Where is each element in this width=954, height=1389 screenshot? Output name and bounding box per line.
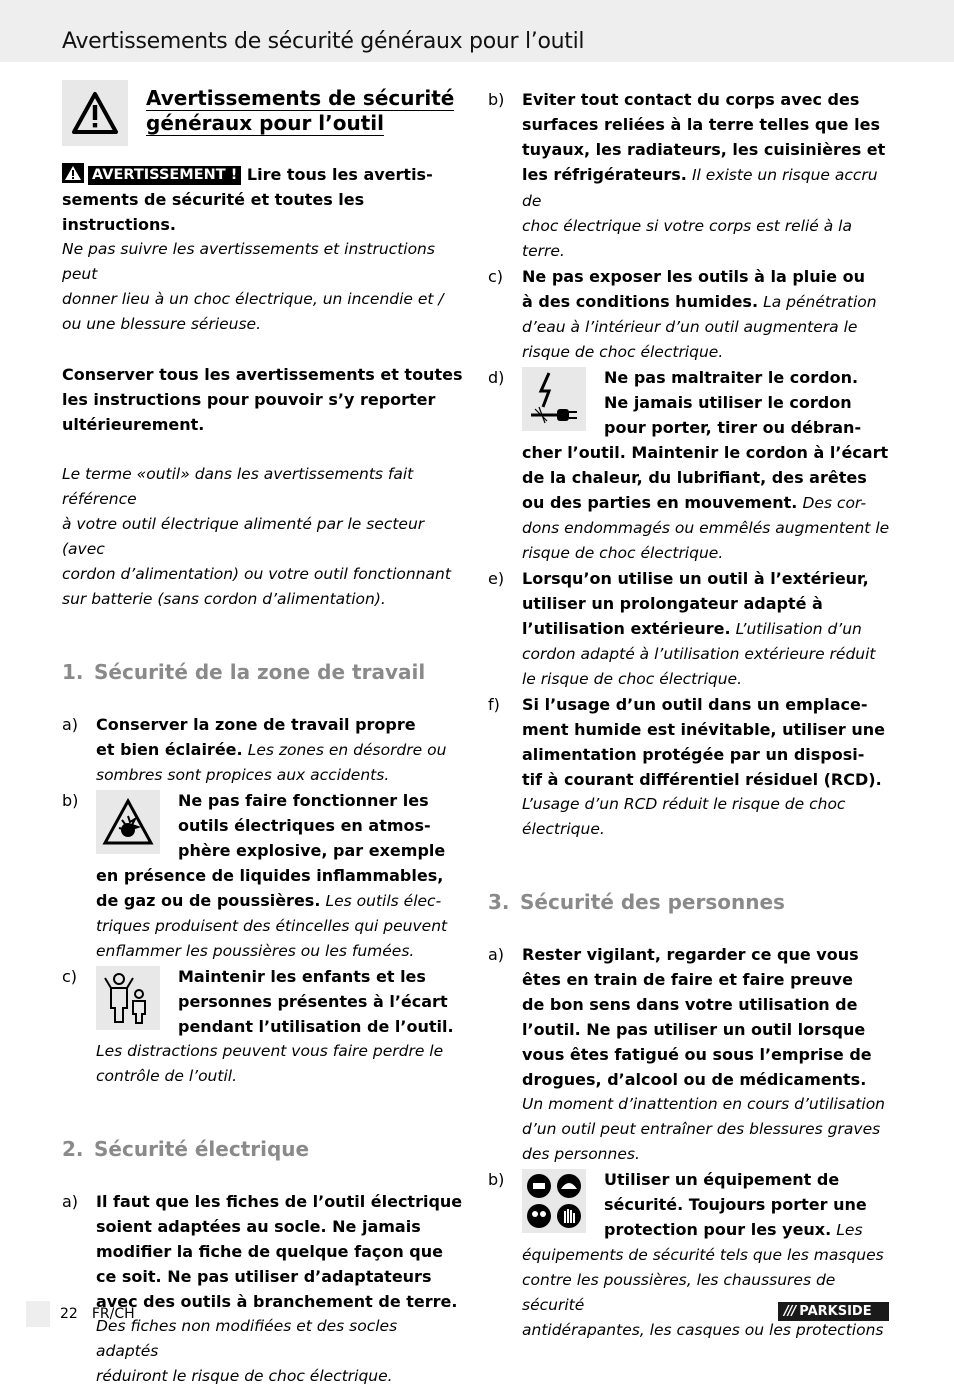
- footer-text: [60, 1306, 135, 1322]
- section-2-item-b: b) Eviter tout contact du corps avec des surfaces reliées à la terre telles que les tuyaux, les radiateurs, les cuisinières et les réfrigérateurs. Il existe un risque accru de choc électrique si votre corps est relié à la terre.: [488, 90, 886, 260]
- intro-heading: [62, 80, 464, 146]
- section-3-title: 3. Sécurité des personnes: [488, 890, 785, 914]
- term-definition-1: Le terme «outil» dans les avertissements fait référence: [62, 465, 414, 508]
- section-3-item-b: b) Utiliser un équipement de sécurité. Toujours porter une protection pour les yeux. Les équipements de sécurité tels que les masques contre les poussières, les chaussures de sécurité antidérapantes, les casques ou les protections: [488, 1170, 884, 1339]
- logo-text: PARKSIDE: [799, 1304, 872, 1319]
- keep-instructions-3: ultérieurement.: [62, 415, 205, 434]
- warning-paragraph: AVERTISSEMENT ! Lire tous les avertis- sements de sécurité et toutes les instructions.: [62, 165, 433, 234]
- parkside-logo: [778, 1302, 889, 1321]
- section-1-title: 1. Sécurité de la zone de travail: [62, 660, 426, 684]
- warning-italic-1: Ne pas suivre les avertissements et instructions peut: [62, 240, 435, 283]
- page-header-title: Avertissements de sécurité généraux pour l’outil: [62, 29, 585, 54]
- left-column: [62, 80, 464, 1389]
- page-number: 22: [60, 1306, 78, 1322]
- term-definition-2: à votre outil électrique alimenté par le secteur (avec: [62, 515, 425, 558]
- warning-small-icon: [62, 163, 84, 183]
- section-1-item-b: b) Ne pas faire fonctionner les outils électriques en atmos- phère explosive, par exemple en présence de liquides inflammables, de gaz ou de poussières. Les outils élec- triques produisent des étincelles qui peuvent enflammer les poussières ou les fumées.: [62, 791, 448, 960]
- damaged-cord-icon: [522, 367, 586, 431]
- section-2-title: 2. Sécurité électrique: [62, 1137, 310, 1161]
- warning-italic-2: donner lieu à un choc électrique, un incendie et /: [62, 290, 444, 308]
- warning-badge: AVERTISSEMENT !: [88, 166, 241, 185]
- section-2-item-d: d) Ne pas maltraiter le cordon. Ne jamais utiliser le cordon pour porter, tirer ou débran- cher l’outil. Maintenir le cordon à l’écart de la chaleur, du lubrifiant, des arêtes ou des parties en mouvement. Des cor- dons endommagés ou emmêlés augmentent le risque de choc électrique.: [488, 368, 890, 562]
- term-definition-3: cordon d’alimentation) ou votre outil fonctionnant: [62, 565, 451, 583]
- intro-title: Avertissements de sécurité généraux pour l’outil: [146, 86, 455, 135]
- page-number-box: [26, 1301, 50, 1327]
- section-1-item-c: c) Maintenir les enfants et les personnes présentes à l’écart pendant l’utilisation de l’outil. Les distractions peuvent vous faire perdre le contrôle de l’outil.: [62, 967, 454, 1085]
- keep-instructions-2: les instructions pour pouvoir s’y reporter: [62, 390, 436, 409]
- language-code: FR/CH: [91, 1306, 135, 1322]
- section-2-item-a: a) Il faut que les fiches de l’outil électrique soient adaptées au socle. Ne jamais modifier la fiche de quelque façon que ce soit. Ne pas utiliser d’adaptateurs avec des outils à branchement de terre. Des fiches non modifiées et des socles adaptés réduiront le risque de choc électrique.: [62, 1192, 463, 1385]
- logo-bars: ///: [784, 1304, 796, 1319]
- section-2-item-e: e) Lorsqu’on utilise un outil à l’extérieur, utiliser un prolongateur adapté à l’utilisation extérieure. L’utilisation d’un cordon adapté à l’utilisation extérieure réduit le risque de choc électrique.: [488, 569, 876, 688]
- warning-italic-3: ou une blessure sérieuse.: [62, 315, 262, 333]
- section-1-item-a: a) Conserver la zone de travail propre et bien éclairée. Les zones en désordre ou sombres sont propices aux accidents.: [62, 715, 447, 784]
- keep-instructions-1: Conserver tous les avertissements et toutes: [62, 365, 463, 384]
- section-2-item-f: f) Si l’usage d’un outil dans un emplace- ment humide est inévitable, utiliser une alimentation protégée par un disposi- tif à courant différentiel résiduel (RCD). L’usage d’un RCD réduit le risque de choc électrique.: [488, 695, 886, 838]
- term-definition-4: sur batterie (sans cordon d’alimentation).: [62, 590, 386, 608]
- protective-equipment-icon: [522, 1169, 586, 1233]
- section-3-item-a: a) Rester vigilant, regarder ce que vous êtes en train de faire et faire preuve de bon sens dans votre utilisation de l’outil. Ne pas utiliser un outil lorsque vous êtes fatigué ou sous l’emprise de drogues, d’alcool ou de médicaments. Un moment d’inattention en cours d’utilisation d’un outil peut entraîner des blessures graves des personnes.: [488, 945, 886, 1163]
- right-column: [488, 80, 890, 1343]
- section-2-item-c: c) Ne pas exposer les outils à la pluie ou à des conditions humides. La pénétration d’eau à l’intérieur d’un outil augmentera le risque de choc électrique.: [488, 267, 877, 361]
- keep-children-away-icon: [96, 966, 160, 1030]
- explosive-atmosphere-icon: [96, 790, 160, 854]
- warning-triangle-icon: [62, 80, 128, 146]
